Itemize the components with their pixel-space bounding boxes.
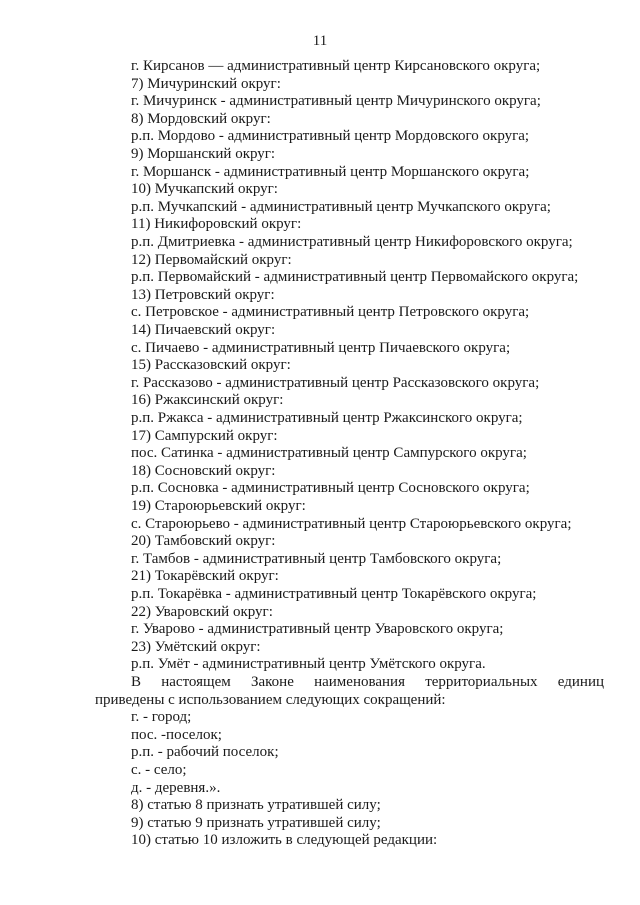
text-line: с. Петровское - административный центр Петровского округа; — [131, 304, 530, 321]
text-line: р.п. - рабочий поселок; — [131, 744, 279, 761]
paragraph-continuation: приведены с использованием следующих сокращений: — [95, 691, 446, 708]
text-line: 7) Мичуринский округ: — [131, 75, 281, 92]
text-line: с. Староюрьево - административный центр Староюрьевского округа; — [131, 515, 572, 532]
text-line: г. Рассказово - административный центр Рассказовского округа; — [131, 374, 540, 391]
text-line: р.п. Первомайский - административный центр Первомайского округа; — [131, 269, 579, 286]
text-line: 13) Петровский округ: — [131, 286, 275, 303]
text-line: 22) Уваровский округ: — [131, 603, 273, 620]
text-line: 15) Рассказовский округ: — [131, 357, 291, 374]
text-line: г. Уварово - административный центр Уваровского округа; — [131, 621, 504, 638]
text-line: с. Пичаево - административный центр Пичаевского округа; — [131, 339, 511, 356]
text-line: г. Кирсанов — административный центр Кирсановского округа; — [131, 58, 541, 74]
text-line: г. Мичуринск - административный центр Мичуринского округа; — [131, 93, 541, 110]
text-line: р.п. Токарёвка - административный центр Токарёвского округа; — [131, 586, 537, 602]
text-line: р.п. Ржакса - административный центр Ржаксинского округа; — [131, 410, 523, 426]
text-line: пос. -поселок; — [131, 726, 222, 743]
text-line: 8) Мордовский округ: — [131, 110, 271, 127]
text-line: р.п. Мордово - административный центр Мордовского округа; — [131, 128, 530, 145]
paragraph-first-line: В настоящем Законе наименования территориальных единиц — [131, 674, 604, 690]
text-line: 9) Моршанский округ: — [131, 146, 276, 162]
page-number: 11 — [312, 33, 328, 49]
text-line: р.п. Мучкапский - административный центр Мучкапского округа; — [131, 198, 551, 215]
text-line: г. Моршанск - административный центр Моршанского округа; — [131, 163, 530, 180]
text-line: 12) Первомайский округ: — [131, 251, 292, 268]
text-line: 21) Токарёвский округ: — [131, 568, 279, 585]
text-line: пос. Сатинка - административный центр Сампурского округа; — [131, 445, 527, 462]
text-line: р.п. Дмитриевка - административный центр Никифоровского округа; — [131, 234, 573, 250]
text-line: 11) Никифоровский округ: — [131, 216, 302, 233]
text-line: р.п. Умёт - административный центр Умётского округа. — [131, 656, 486, 673]
text-line: 18) Сосновский округ: — [131, 462, 276, 479]
text-line: с. - село; — [131, 762, 187, 778]
text-line: д. - деревня.». — [131, 779, 221, 796]
text-line: 17) Сампурский округ: — [131, 427, 278, 444]
text-line: г. - город; — [131, 709, 192, 726]
text-line: 23) Умётский округ: — [131, 638, 261, 655]
text-line: 14) Пичаевский округ: — [131, 322, 276, 338]
text-line: 10) статью 10 изложить в следующей редакции: — [131, 832, 438, 849]
text-line: 10) Мучкапский округ: — [131, 181, 278, 198]
text-line: 19) Староюрьевский округ: — [131, 498, 306, 514]
text-line: 8) статью 8 признать утратившей силу; — [131, 797, 381, 814]
text-line: г. Тамбов - административный центр Тамбовского округа; — [131, 550, 502, 567]
text-line: р.п. Сосновка - административный центр Сосновского округа; — [131, 480, 530, 497]
text-line: 9) статью 9 признать утратившей силу; — [131, 814, 381, 831]
text-line: 20) Тамбовский округ: — [131, 533, 276, 550]
text-line: 16) Ржаксинский округ: — [131, 392, 284, 409]
